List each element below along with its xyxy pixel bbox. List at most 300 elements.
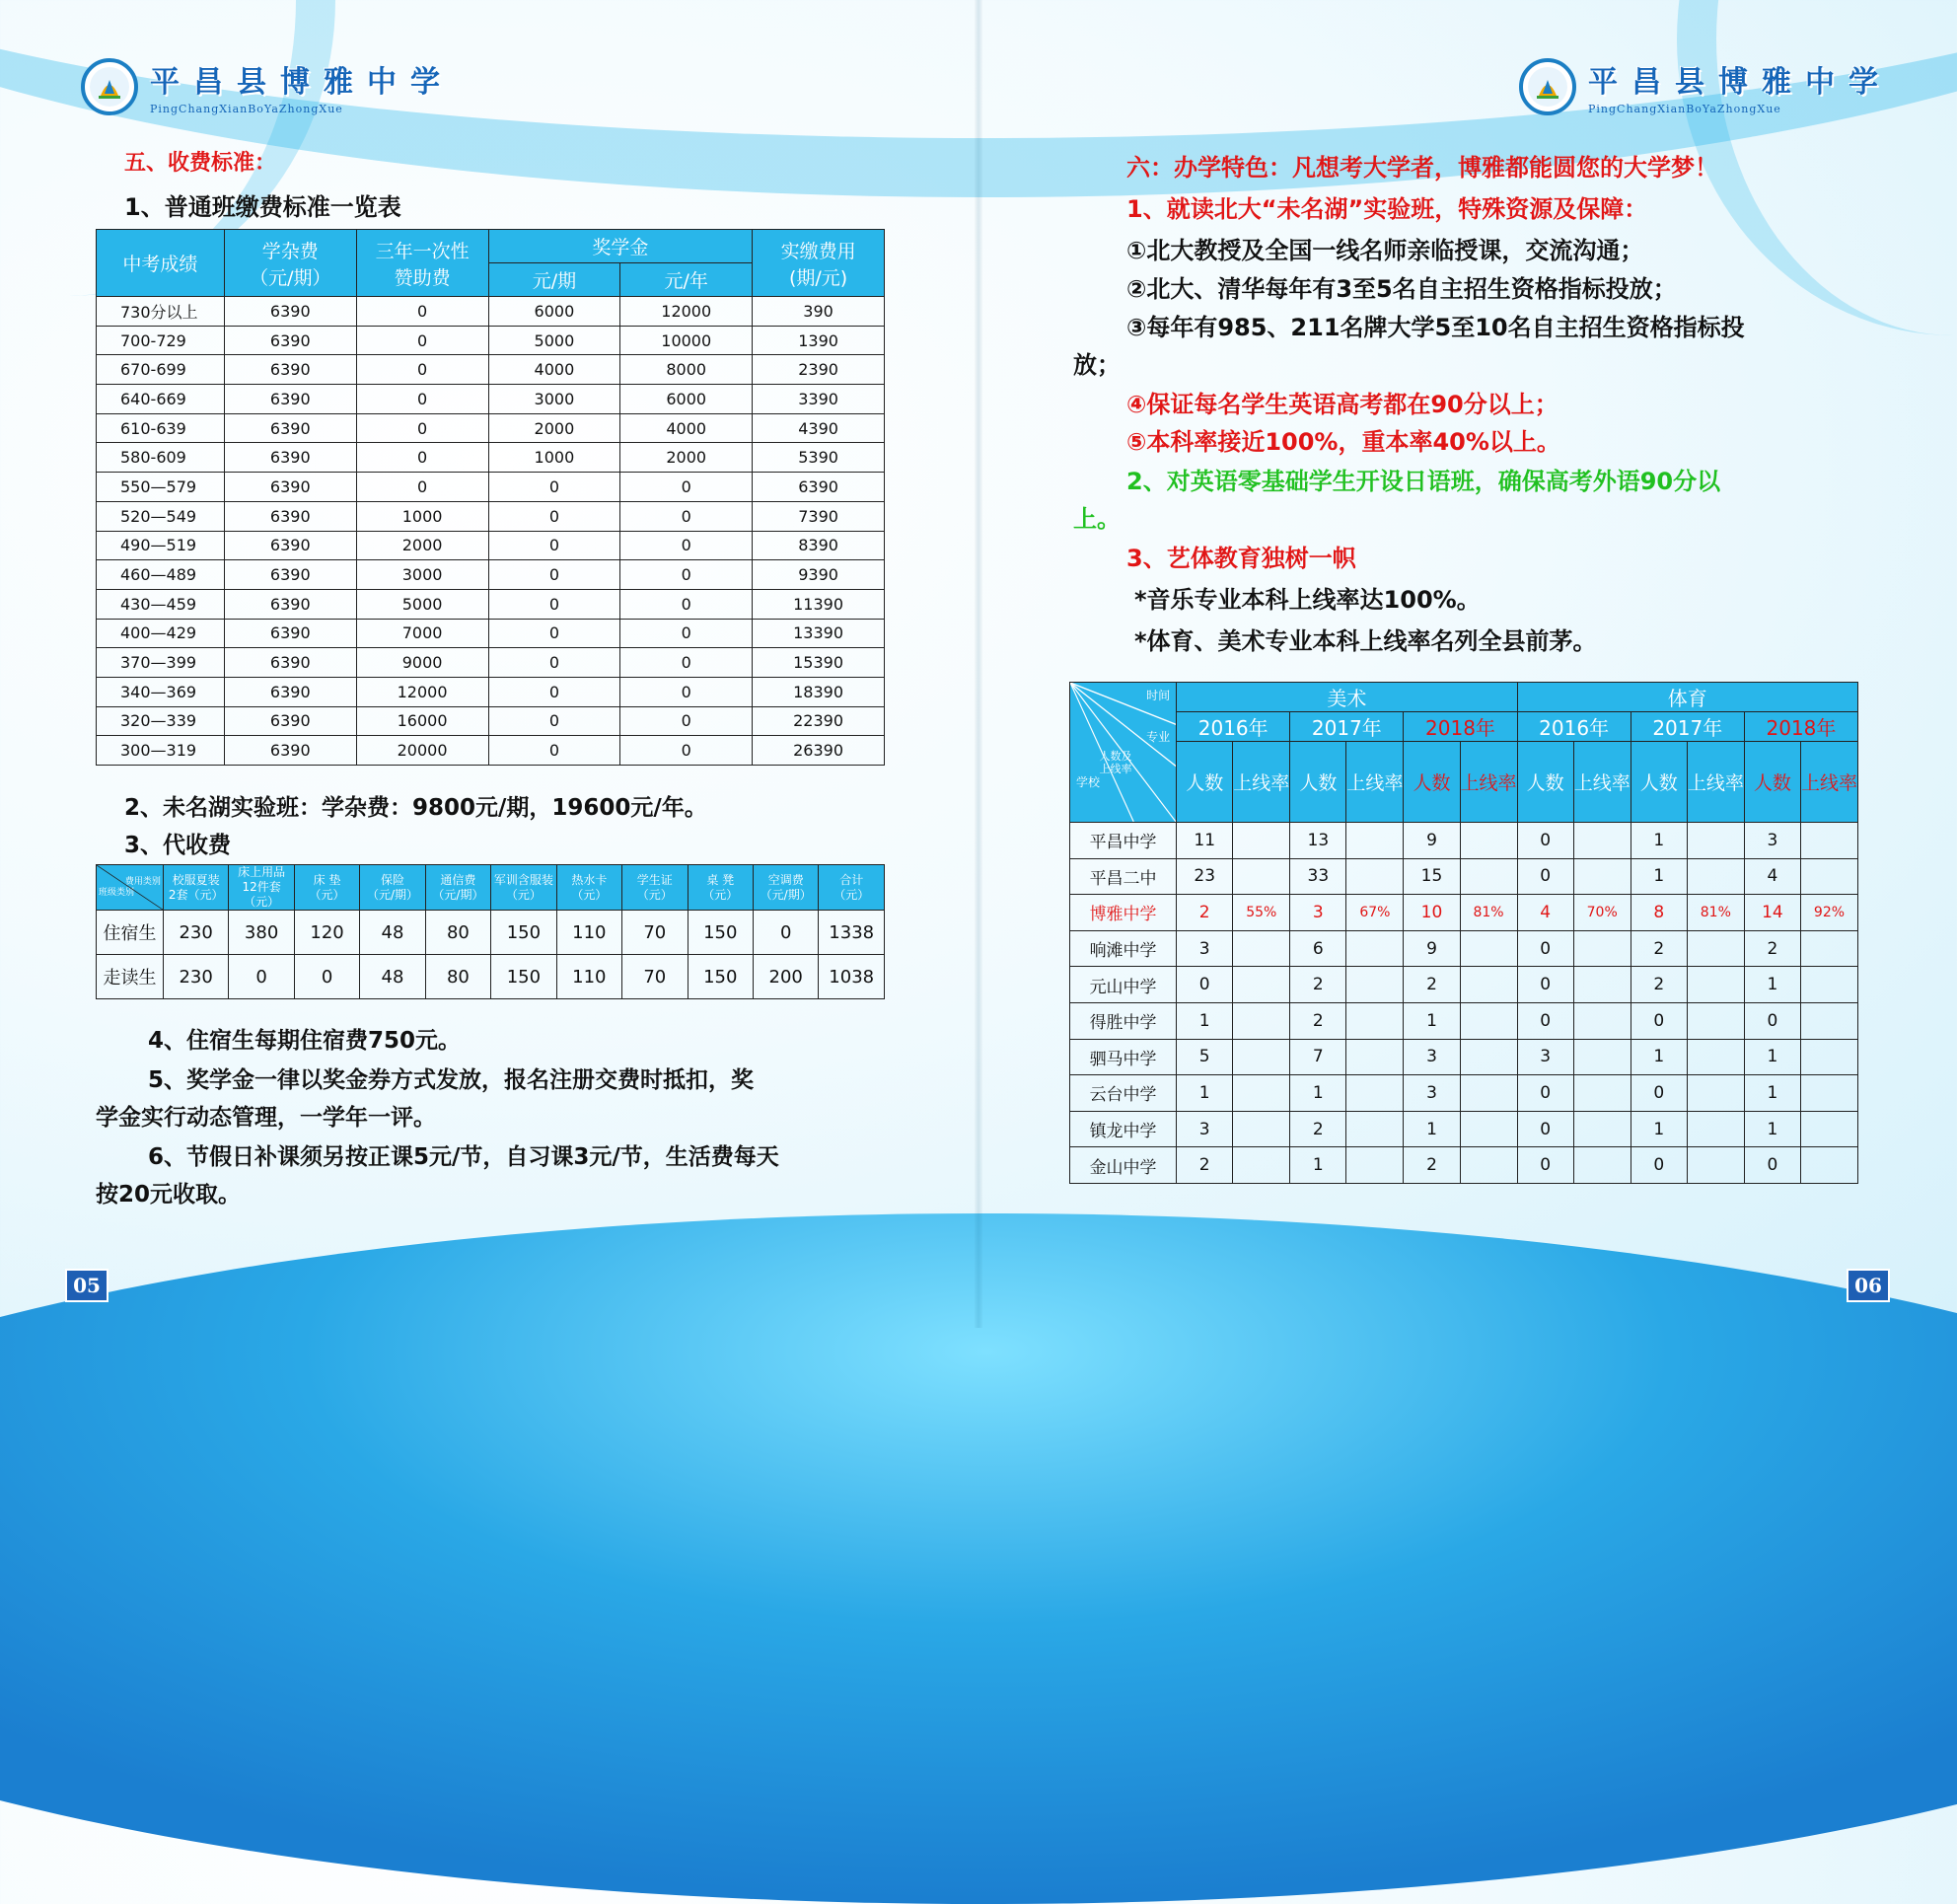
school-name-cell: 云台中学 [1070,1075,1177,1112]
table-cell: 7390 [753,501,885,531]
table-cell: 0 [1177,967,1233,1003]
table-cell: 6000 [488,297,620,327]
table-cell [1233,967,1290,1003]
table-cell: 0 [1631,1075,1687,1112]
table-cell: 6390 [224,619,356,648]
feature-1-point-3-cont: 放； [1073,351,1121,379]
table-row [97,531,885,560]
table-row [1070,1147,1858,1184]
table-cell: 1 [1631,1111,1687,1147]
table-cell: 0 [1517,1002,1573,1039]
table-cell: 0 [620,619,753,648]
agent-fee-table [96,864,885,999]
agent-corner-cell [97,865,164,911]
table-cell [1233,1075,1290,1112]
header-tuition: 学杂费 （元/期） [224,230,356,297]
table-cell: 48 [360,955,425,999]
table-cell: 1 [1290,1075,1346,1112]
school-logo-icon [81,58,138,115]
table-cell [1346,858,1404,895]
table-cell: 2 [1404,967,1460,1003]
page-number-right: 06 [1847,1269,1890,1302]
table-row [97,501,885,531]
table-cell [1800,1039,1857,1075]
right-page [978,0,1957,1328]
school-name-cell: 得胜中学 [1070,1002,1177,1039]
table-cell: 0 [488,501,620,531]
table-cell [1800,1075,1857,1112]
table-cell: 5000 [356,589,488,619]
table-cell: 1 [1404,1002,1460,1039]
table-cell: 0 [356,443,488,473]
header-scholarship: 奖学金 [488,230,753,263]
agent-header-cell: 学生证 （元） [622,865,688,911]
table-cell: 0 [356,385,488,414]
table-row [97,619,885,648]
table-cell [1233,823,1290,859]
table-cell: 6390 [224,326,356,355]
school-header [1519,57,1892,115]
table-cell: 14 [1744,895,1800,931]
table-cell: 2 [1177,895,1233,931]
table-cell: 6390 [224,385,356,414]
rate-header: 上线率 [1687,742,1744,823]
agent-header-cell: 校服夏装 2套（元） [163,865,228,911]
table-cell: 10000 [620,326,753,355]
table-cell: 6390 [224,443,356,473]
table-cell: 1000 [488,443,620,473]
table-cell [1460,1002,1517,1039]
table-cell: 13 [1290,823,1346,859]
table-cell: 6390 [224,589,356,619]
table-cell: 6390 [224,473,356,502]
table-cell: 0 [620,706,753,736]
header-per-term: 元/期 [488,263,620,297]
table-cell: 610-639 [97,413,225,443]
table-cell: 5390 [753,443,885,473]
school-name-cell: 平昌中学 [1070,823,1177,859]
table-cell [1800,967,1857,1003]
table-row [1070,1002,1858,1039]
table-cell: 0 [1631,1002,1687,1039]
table-cell: 67% [1346,895,1404,931]
line-scholarship-2: 学金实行动态管理，一学年一评。 [96,1105,436,1131]
table-cell: 0 [488,677,620,706]
rate-header: 上线率 [1233,742,1290,823]
count-header: 人数 [1290,742,1346,823]
school-name-cell: 平昌二中 [1070,858,1177,895]
table-cell [1573,1111,1631,1147]
table-cell: 6390 [224,501,356,531]
agent-header-cell: 床 垫 （元） [294,865,359,911]
table-cell: 18390 [753,677,885,706]
table-cell: 0 [488,589,620,619]
feature-1-point-4: ④保证每名学生英语高考都在90分以上； [1126,391,1558,418]
table-row [1070,930,1858,967]
table-cell [1346,1002,1404,1039]
table-row [97,955,885,999]
agent-header-cell: 合计 （元） [819,865,885,911]
table-cell [1573,823,1631,859]
school-name-cell: 镇龙中学 [1070,1111,1177,1147]
table-cell: 200 [753,955,818,999]
school-name-cell: 元山中学 [1070,967,1177,1003]
table-cell: 55% [1233,895,1290,931]
table-cell: 4 [1517,895,1573,931]
table-cell: 1338 [819,911,885,955]
table-cell: 0 [1517,1147,1573,1184]
table-cell: 1 [1631,858,1687,895]
table-cell [1346,967,1404,1003]
table-cell: 2390 [753,355,885,385]
table-cell: 1 [1404,1111,1460,1147]
table-cell: 33 [1290,858,1346,895]
school-name-cell: 响滩中学 [1070,930,1177,967]
rate-corner-time: 时间 [1146,689,1171,702]
table-cell: 81% [1687,895,1744,931]
table-cell [1687,930,1744,967]
table-cell: 640-669 [97,385,225,414]
table-cell [1460,1075,1517,1112]
table-cell: 16000 [356,706,488,736]
table-row [97,297,885,327]
table-cell: 0 [356,413,488,443]
table-cell [1460,1039,1517,1075]
count-header: 人数 [1631,742,1687,823]
rate-header: 上线率 [1346,742,1404,823]
table-cell: 0 [1517,858,1573,895]
table-cell: 150 [688,955,753,999]
table-cell [1573,858,1631,895]
table-cell: 0 [1517,823,1573,859]
table-row [97,560,885,590]
table-cell [1460,823,1517,859]
table-cell [1460,930,1517,967]
table-cell: 2 [1631,930,1687,967]
subject-pe: 体育 [1517,683,1857,712]
table-cell: 380 [229,911,294,955]
line-holiday-1: 6、节假日补课须另按正课5元/节，自习课3元/节，生活费每天 [148,1144,779,1170]
table-cell: 15390 [753,648,885,678]
year-header: 2017年 [1290,712,1404,742]
table-cell: 22390 [753,706,885,736]
agent-header-cell: 通信费 （元/期） [425,865,490,911]
table-cell: 0 [620,589,753,619]
table-cell: 0 [620,473,753,502]
table-cell [1687,1002,1744,1039]
table-cell [1460,858,1517,895]
table-row [1070,895,1858,931]
table-cell: 430—459 [97,589,225,619]
table-cell: 6390 [224,677,356,706]
table-cell: 2 [1744,930,1800,967]
table-cell: 0 [620,736,753,766]
school-name-cell: 金山中学 [1070,1147,1177,1184]
table-cell: 0 [488,706,620,736]
table-cell: 1390 [753,326,885,355]
table-cell: 1 [1177,1075,1233,1112]
table-cell: 9 [1404,823,1460,859]
header-score: 中考成绩 [97,230,225,297]
table-cell: 9 [1404,930,1460,967]
table-cell: 1000 [356,501,488,531]
table-cell: 0 [488,619,620,648]
table-cell: 110 [556,911,621,955]
table-cell: 6390 [224,297,356,327]
table-row [1070,823,1858,859]
table-cell [1233,1147,1290,1184]
table-cell: 110 [556,955,621,999]
table-cell: 230 [163,911,228,955]
table-cell [1233,1002,1290,1039]
table-cell: 3 [1404,1039,1460,1075]
feature-2-line-2: 上。 [1073,505,1121,533]
year-header: 2018年 [1404,712,1517,742]
page-number-left: 05 [65,1269,109,1302]
table-cell: 70% [1573,895,1631,931]
count-header: 人数 [1177,742,1233,823]
agent-header-cell: 空调费 （元/期） [753,865,818,911]
year-header: 2017年 [1631,712,1744,742]
table-cell: 0 [620,501,753,531]
table-cell: 5000 [488,326,620,355]
table-cell: 2 [1404,1147,1460,1184]
table-cell: 6390 [224,648,356,678]
school-name-cell: 驷马中学 [1070,1039,1177,1075]
table-cell: 4390 [753,413,885,443]
table-row [97,355,885,385]
table-cell [1687,1039,1744,1075]
table-cell: 9000 [356,648,488,678]
school-name-cn: 平昌县博雅中学 [150,65,454,100]
agent-corner-bottom: 班级类别 [99,887,135,898]
table-cell: 走读生 [97,955,164,999]
line-weimingyu-fee: 2、未名湖实验班：学杂费：9800元/期，19600元/年。 [124,795,707,821]
header-actual: 实缴费用 (期/元) [753,230,885,297]
table-cell: 1 [1744,967,1800,1003]
table-cell: 2 [1631,967,1687,1003]
table-cell: 6000 [620,385,753,414]
art-line-2: *体育、美术专业本科上线率名列全县前茅。 [1134,627,1597,655]
table-cell [1687,1075,1744,1112]
table-cell [1800,858,1857,895]
table-cell: 23 [1177,858,1233,895]
line-holiday-2: 按20元收取。 [96,1182,242,1208]
table-cell: 300—319 [97,736,225,766]
table-cell [1346,1075,1404,1112]
table-cell: 150 [491,911,556,955]
table-cell: 670-699 [97,355,225,385]
table-row [1070,858,1858,895]
agent-header-cell: 热水卡 （元） [556,865,621,911]
table-cell: 7 [1290,1039,1346,1075]
table-cell: 150 [688,911,753,955]
table-cell [1687,967,1744,1003]
table-cell: 6390 [224,736,356,766]
table-cell: 1 [1744,1075,1800,1112]
table-cell: 370—399 [97,648,225,678]
line-dorm-fee: 4、住宿生每期住宿费750元。 [148,1028,462,1054]
table-cell [1800,1002,1857,1039]
table-cell: 3 [1177,930,1233,967]
school-name-cell: 博雅中学 [1070,895,1177,931]
table-cell: 6390 [224,560,356,590]
table-cell: 1 [1744,1039,1800,1075]
table-cell: 6390 [224,355,356,385]
table-cell: 80 [425,955,490,999]
table-cell: 3000 [356,560,488,590]
table-row [1070,967,1858,1003]
table-cell: 0 [294,955,359,999]
table-row [1070,1111,1858,1147]
table-cell [1233,858,1290,895]
table-row [97,443,885,473]
table-cell: 0 [620,648,753,678]
header-per-year: 元/年 [620,263,753,297]
table-cell: 9390 [753,560,885,590]
table-row [1070,1075,1858,1112]
agent-header-cell: 军训含服装 （元） [491,865,556,911]
table-cell: 7000 [356,619,488,648]
table-cell: 2000 [620,443,753,473]
table-cell: 12000 [356,677,488,706]
agent-header-cell: 保险 （元/期） [360,865,425,911]
table-cell [1687,858,1744,895]
table-cell: 0 [1744,1002,1800,1039]
table-row [97,326,885,355]
table-cell: 150 [491,955,556,999]
table-cell: 6390 [224,531,356,560]
table-cell: 3390 [753,385,885,414]
feature-1-point-3: ③每年有985、211名牌大学5至10名自主招生资格指标投 [1126,314,1745,341]
table-cell: 3 [1517,1039,1573,1075]
table-cell: 0 [229,955,294,999]
rate-header: 上线率 [1800,742,1857,823]
table-cell: 3 [1290,895,1346,931]
table-cell: 0 [488,560,620,590]
table-cell: 0 [1744,1147,1800,1184]
table-cell: 2 [1290,1002,1346,1039]
table-cell: 8 [1631,895,1687,931]
table-cell [1460,1147,1517,1184]
table-cell: 730分以上 [97,297,225,327]
table-cell: 2 [1290,967,1346,1003]
table-cell: 1038 [819,955,885,999]
table-cell [1460,1111,1517,1147]
table-cell: 1 [1177,1002,1233,1039]
table-cell: 1 [1631,1039,1687,1075]
feature-1-title: 1、就读北大“未名湖”实验班，特殊资源及保障： [1126,195,1648,223]
table-cell: 15 [1404,858,1460,895]
section-title-features: 六：办学特色：凡想考大学者，博雅都能圆您的大学梦！ [1126,154,1718,182]
table-row [97,911,885,955]
table-cell [1573,1075,1631,1112]
table-row [97,677,885,706]
table-cell: 320—339 [97,706,225,736]
school-header [81,57,454,115]
table-cell: 住宿生 [97,911,164,955]
table-cell: 6390 [224,413,356,443]
count-header: 人数 [1404,742,1460,823]
feature-2-line-1: 2、对英语零基础学生开设日语班，确保高考外语90分以 [1126,468,1721,495]
rate-header: 上线率 [1460,742,1517,823]
table-cell: 70 [622,955,688,999]
table-cell: 10 [1404,895,1460,931]
feature-1-point-2: ②北大、清华每年有3至5名自主招生资格指标投放； [1126,275,1677,303]
table-row [97,385,885,414]
table-cell [1687,823,1744,859]
table-cell: 11 [1177,823,1233,859]
table-row [97,706,885,736]
table-row [1070,1039,1858,1075]
agent-fee-title: 3、代收费 [124,833,232,858]
feature-1-point-1: ①北大教授及全国一线名师亲临授课，交流沟通； [1126,237,1644,264]
header-grant: 三年一次性 赞助费 [356,230,488,297]
table-cell [1233,930,1290,967]
table-cell: 26390 [753,736,885,766]
agent-corner-top: 费用类别 [124,876,161,887]
table-cell [1800,1111,1857,1147]
agent-header-cell: 桌 凳 （元） [688,865,753,911]
table-cell: 80 [425,911,490,955]
table-row [97,648,885,678]
table-cell: 2 [1290,1111,1346,1147]
table-cell: 400—429 [97,619,225,648]
table-cell [1800,1147,1857,1184]
rate-corner-school: 学校 [1076,775,1101,789]
table-cell: 0 [753,911,818,955]
table-cell: 4000 [620,413,753,443]
table-cell: 520—549 [97,501,225,531]
table-cell [1800,930,1857,967]
agent-header-cell: 床上用品 12件套（元） [229,865,294,911]
table-cell: 550—579 [97,473,225,502]
feature-1-point-5: ⑤本科率接近100%，重本率40%以上。 [1126,428,1560,456]
rate-corner-major: 专业 [1146,730,1171,744]
table-cell: 0 [1517,1075,1573,1112]
year-header: 2016年 [1517,712,1631,742]
table-cell: 4000 [488,355,620,385]
table-cell [1346,823,1404,859]
table-cell: 2000 [488,413,620,443]
table-cell: 0 [488,531,620,560]
table-cell: 700-729 [97,326,225,355]
table-cell: 20000 [356,736,488,766]
table-cell: 230 [163,955,228,999]
table-cell: 6 [1290,930,1346,967]
table-cell [1346,1147,1404,1184]
table-cell: 70 [622,911,688,955]
table-cell [1346,1039,1404,1075]
table-cell [1573,967,1631,1003]
table-row [97,413,885,443]
rate-corner-count: 人数及上线率 [1099,750,1132,775]
table-cell: 0 [1517,930,1573,967]
table-row [97,736,885,766]
table-cell: 0 [620,531,753,560]
table-cell: 0 [488,736,620,766]
table-cell: 48 [360,911,425,955]
line-scholarship-1: 5、奖学金一律以奖金券方式发放，报名注册交费时抵扣，奖 [148,1067,755,1093]
table-cell: 12000 [620,297,753,327]
table-cell [1800,823,1857,859]
school-logo-icon [1519,58,1576,115]
subject-art: 美术 [1177,683,1517,712]
table-cell: 3 [1177,1111,1233,1147]
table-cell: 0 [356,297,488,327]
count-header: 人数 [1517,742,1573,823]
table-cell: 580-609 [97,443,225,473]
